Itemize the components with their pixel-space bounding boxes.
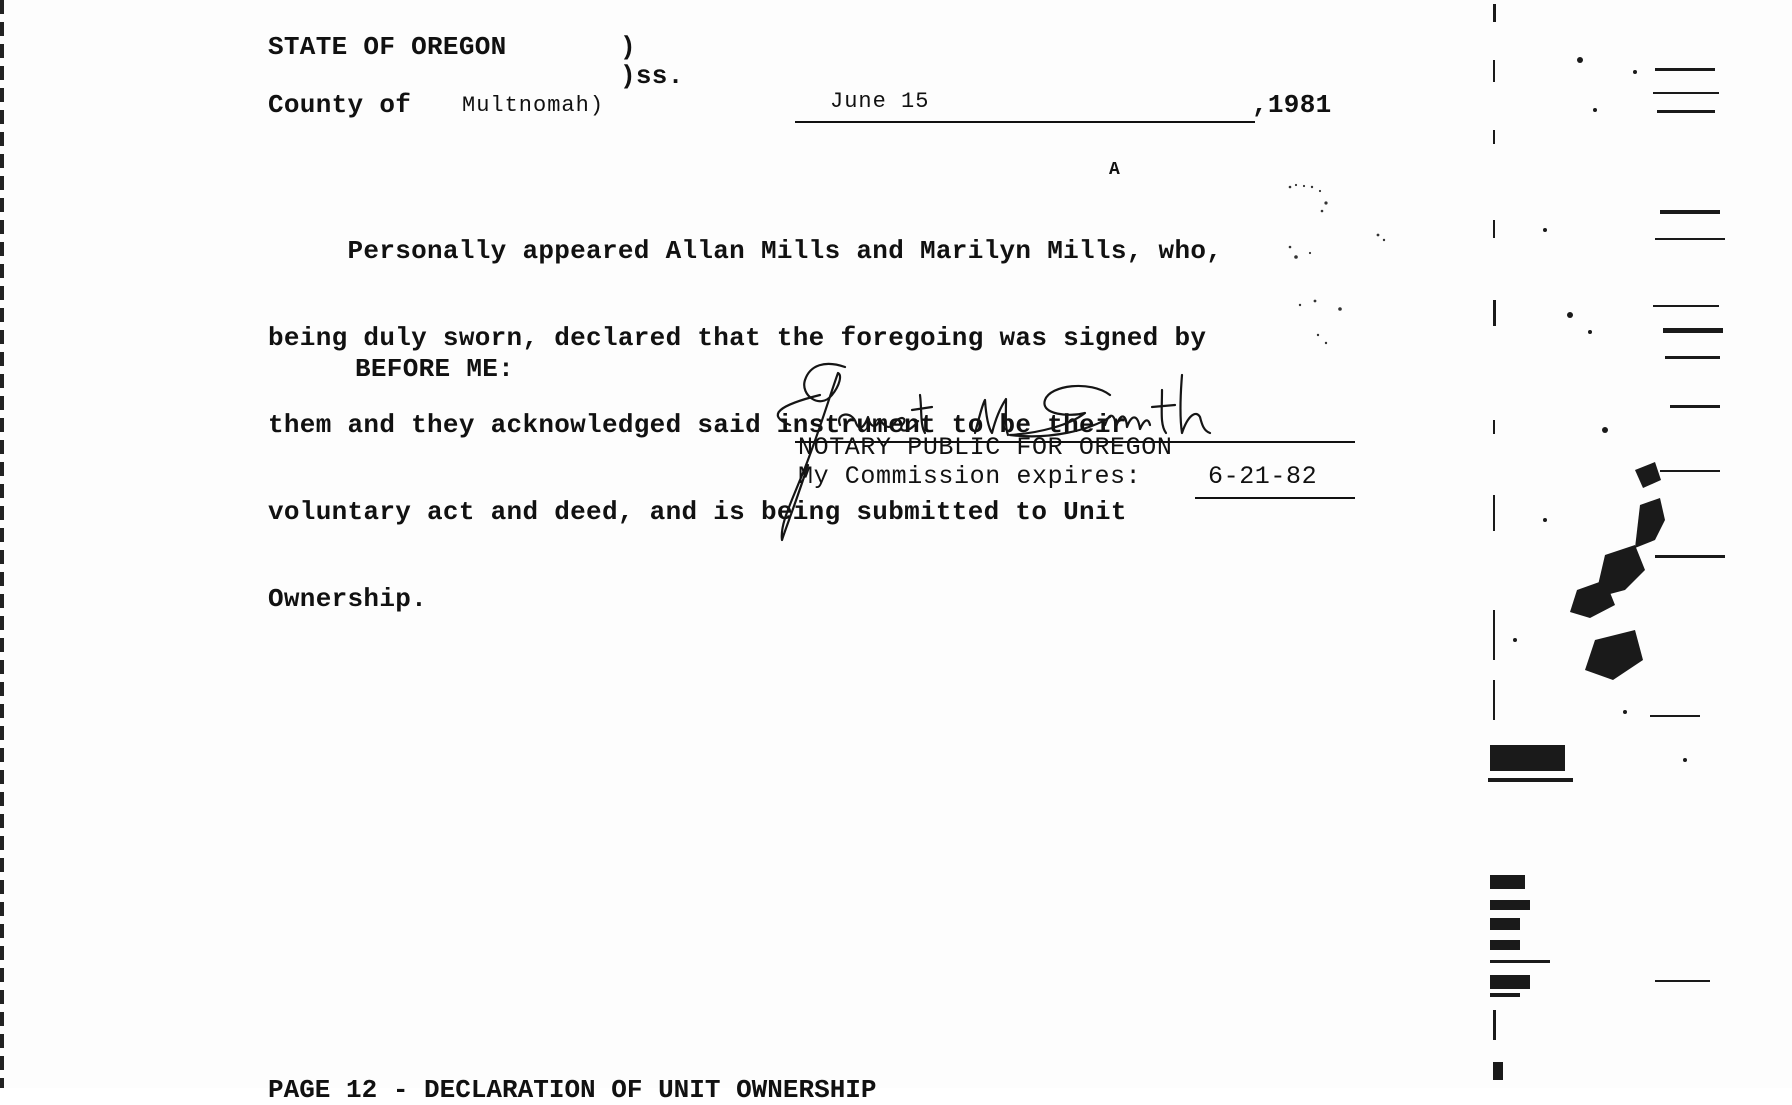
before-me-label: BEFORE ME: [355,354,515,384]
commission-date: 6-21-82 [1208,462,1318,491]
ss-line: )ss. [620,61,684,91]
left-margin-scan-edge [0,0,4,1088]
county-label: County of [268,90,412,120]
paragraph-line: them and they acknowledged said instrument to be their [268,410,1127,440]
paragraph-line: Ownership. [268,584,428,614]
commission-label: My Commission expires: [798,462,1142,491]
state-line: STATE OF OREGON [268,32,507,62]
county-name: Multnomah) [462,93,605,118]
notary-title: NOTARY PUBLIC FOR OREGON [798,433,1173,462]
paragraph-line: voluntary act and deed, and is being submitted to Unit [268,497,1127,527]
footer-page-caption: PAGE 12 - DECLARATION OF UNIT OWNERSHIP [268,1075,877,1105]
date-field: June 15 [830,89,930,114]
paragraph-line: being duly sworn, declared that the foregoing was signed by [268,323,1207,353]
paragraph-line: Personally appeared Allan Mills and Marilyn Mills, who, [268,236,1223,266]
scan-speckle-marks [1230,165,1410,345]
caret-mark: A [1109,160,1120,180]
venue-paren: ) [620,32,636,62]
date-underline [795,121,1255,123]
year-field: ,1981 [1252,90,1332,120]
scan-noise-strip [1485,0,1792,1088]
commission-date-underline [1195,497,1355,499]
